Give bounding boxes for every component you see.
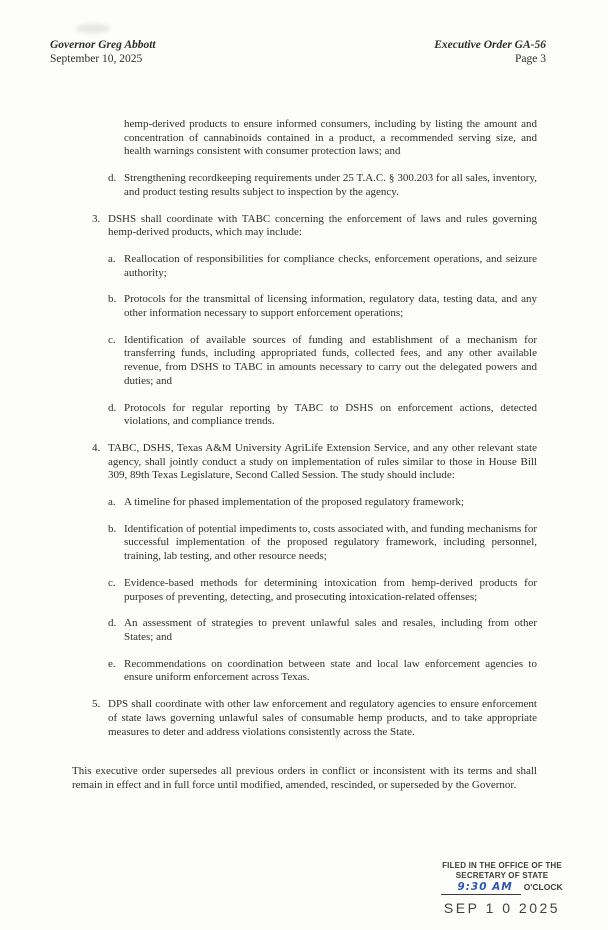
list-text: hemp-derived products to ensure informed consumers, including by listing the amount and concentration of cannabinoids contained in a product, a recommended serving size, and health warnings consistent with consumer protection laws; and xyxy=(124,118,537,158)
list-marker: a. xyxy=(108,252,116,265)
list-item xyxy=(72,577,537,604)
list-text: An assessment of strategies to prevent unlawful sales and resales, including from other States; and xyxy=(124,617,537,643)
list-text: TABC, DSHS, Texas A&M University AgriLife Extension Service, and any other relevant state agency, shall jointly conduct a study on implementation of rules similar to those in House Bill 309, 89th Texas Legislature, Second Called Session. The study should include: xyxy=(108,441,537,482)
governor-name: Governor Greg Abbott xyxy=(50,39,156,51)
list-item xyxy=(72,402,537,429)
order-title: Executive Order GA-56 xyxy=(434,39,546,51)
list-item xyxy=(72,293,537,320)
list-item xyxy=(72,658,537,685)
document-body xyxy=(72,118,537,793)
list-item xyxy=(72,523,537,564)
header-left xyxy=(50,38,156,66)
list-marker: a. xyxy=(108,496,116,509)
list-marker: e. xyxy=(108,657,116,670)
stamp-oclock-label: O'CLOCK xyxy=(523,882,563,892)
list-item xyxy=(72,496,537,510)
scan-artifact xyxy=(76,24,110,33)
list-text: DSHS shall coordinate with TABC concerning the enforcement of laws and rules governing hemp-derived products, which may include: xyxy=(108,212,537,239)
list-item xyxy=(72,698,537,739)
stamp-handwritten-time: 9:30 AM xyxy=(457,881,513,893)
list-item xyxy=(72,442,537,483)
list-item xyxy=(72,213,537,240)
list-text: Identification of potential impediments to, costs associated with, and funding mechanisms for successful implementation of the proposed regulatory framework, including personnel, training, lab testing, and other resource needs; xyxy=(124,522,537,563)
list-text: Reallocation of responsibilities for compliance checks, enforcement operations, and seizure authority; xyxy=(124,252,537,279)
list-item xyxy=(72,334,537,389)
closing-paragraph: This executive order supersedes all previous orders in conflict or inconsistent with its terms and shall remain in effect and in full force until modified, amended, rescinded, or superseded by the Governor. xyxy=(72,765,537,791)
list-marker: d. xyxy=(108,172,117,185)
list-marker: 3. xyxy=(92,212,101,225)
list-text: Recommendations on coordination between state and local law enforcement agencies to ensure uniform enforcement across Texas. xyxy=(124,657,537,684)
list-text: Protocols for the transmittal of licensing information, regulatory data, testing data, and any other information necessary to support enforcement operations; xyxy=(124,293,537,320)
list-text: Strengthening recordkeeping requirements under 25 T.A.C. § 300.203 for all sales, inventory, and product testing results subject to inspection by the agency. xyxy=(124,172,537,198)
list-marker: c. xyxy=(108,333,116,346)
list-marker: c. xyxy=(108,576,116,589)
list-marker: 5. xyxy=(92,698,101,711)
page-header xyxy=(50,38,546,66)
list-item xyxy=(72,253,537,280)
stamp-line2: SECRETARY OF STATE xyxy=(455,870,549,880)
filed-stamp xyxy=(426,861,578,916)
list-marker: b. xyxy=(108,293,117,306)
stamp-time-underline xyxy=(441,881,520,895)
stamp-line1: FILED IN THE OFFICE OF THE xyxy=(442,861,562,870)
list-text: Identification of available sources of funding and establishment of a mechanism for transferring funds, including appropriated funds, collected fees, and any other available revenue, from DSHS to TABC in amounts necessary to carry out the delegated powers and duties; and xyxy=(124,333,537,387)
list-marker: b. xyxy=(108,522,117,535)
header-right xyxy=(434,38,546,66)
header-date: September 10, 2025 xyxy=(50,53,143,65)
list-text: Evidence-based methods for determining intoxication from hemp-derived products for purposes of preventing, detecting, and prosecuting intoxication-related offenses; xyxy=(124,576,537,603)
list-blocks xyxy=(72,118,537,739)
stamp-date: SEP 1 0 2025 xyxy=(443,900,561,916)
list-item xyxy=(72,617,537,644)
list-marker: 4. xyxy=(92,441,101,454)
list-text: Protocols for regular reporting by TABC to DSHS on enforcement actions, detected violations, and compliance trends. xyxy=(124,401,537,428)
page-number: Page 3 xyxy=(515,53,546,65)
list-marker: d. xyxy=(108,617,117,630)
list-item xyxy=(72,118,537,159)
list-text: A timeline for phased implementation of the proposed regulatory framework; xyxy=(124,496,464,509)
list-item xyxy=(72,172,537,199)
list-marker: d. xyxy=(108,401,117,414)
stamp-time-row xyxy=(426,881,578,895)
list-text: DPS shall coordinate with other law enforcement and regulatory agencies to ensure enforcement of state laws governing unlawful sales of consumable hemp products, and to take appropriate measures to deter and address violations consistently across the State. xyxy=(108,698,537,738)
